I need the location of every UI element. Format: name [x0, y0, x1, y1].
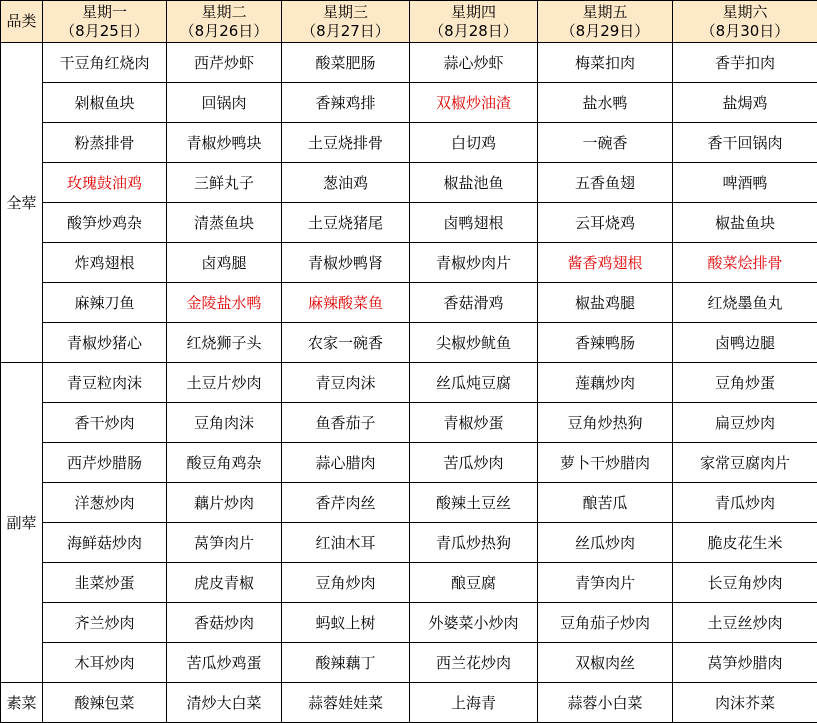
dish-cell: 西芹炒腊肠	[43, 443, 167, 483]
dish-cell: 红烧墨鱼丸	[673, 283, 817, 323]
dish-cell: 清蒸鱼块	[167, 203, 282, 243]
dish-cell: 双椒肉丝	[538, 643, 673, 683]
category-cell: 素菜	[1, 683, 43, 723]
dish-cell: 双椒炒油渣	[410, 83, 538, 123]
day-name: 星期三	[282, 3, 409, 22]
dish-cell: 青瓜炒肉	[673, 483, 817, 523]
table-row	[1, 43, 817, 83]
day-header	[282, 1, 410, 43]
dish-cell: 上海青	[410, 683, 538, 723]
dish-cell: 干豆角红烧肉	[43, 43, 167, 83]
dish-cell: 酸辣藕丁	[282, 643, 410, 683]
dish-cell: 鱼香茄子	[282, 403, 410, 443]
dish-cell: 香辣鸡排	[282, 83, 410, 123]
header-row	[1, 1, 817, 43]
table-row	[1, 563, 817, 603]
dish-cell: 蒜蓉娃娃菜	[282, 683, 410, 723]
dish-cell: 椒盐池鱼	[410, 163, 538, 203]
dish-cell: 麻辣刀鱼	[43, 283, 167, 323]
dish-cell: 虎皮青椒	[167, 563, 282, 603]
table-row	[1, 603, 817, 643]
table-row	[1, 523, 817, 563]
table-row	[1, 403, 817, 443]
dish-cell: 红烧狮子头	[167, 323, 282, 363]
day-date: （8月29日）	[538, 22, 672, 41]
dish-cell: 梅菜扣肉	[538, 43, 673, 83]
dish-cell: 蒜心炒虾	[410, 43, 538, 83]
dish-cell: 脆皮花生米	[673, 523, 817, 563]
dish-cell: 炸鸡翅根	[43, 243, 167, 283]
dish-cell: 青椒炒鸭块	[167, 123, 282, 163]
day-date: （8月26日）	[167, 22, 281, 41]
dish-cell: 清炒大白菜	[167, 683, 282, 723]
dish-cell: 豆角肉沫	[167, 403, 282, 443]
dish-cell: 香干回锅肉	[673, 123, 817, 163]
table-row	[1, 283, 817, 323]
dish-cell: 莴笋肉片	[167, 523, 282, 563]
day-name: 星期五	[538, 3, 672, 22]
dish-cell: 酿苦瓜	[538, 483, 673, 523]
dish-cell: 香菇炒肉	[167, 603, 282, 643]
dish-cell: 白切鸡	[410, 123, 538, 163]
dish-cell: 西兰花炒肉	[410, 643, 538, 683]
dish-cell: 韭菜炒蛋	[43, 563, 167, 603]
table-row	[1, 643, 817, 683]
dish-cell: 土豆烧猪尾	[282, 203, 410, 243]
dish-cell: 肉沫芥菜	[673, 683, 817, 723]
dish-cell: 一碗香	[538, 123, 673, 163]
dish-cell: 豆角茄子炒肉	[538, 603, 673, 643]
dish-cell: 丝瓜炒肉	[538, 523, 673, 563]
dish-cell: 木耳炒肉	[43, 643, 167, 683]
day-name: 星期四	[410, 3, 537, 22]
dish-cell: 丝瓜炖豆腐	[410, 363, 538, 403]
dish-cell: 玫瑰鼓油鸡	[43, 163, 167, 203]
dish-cell: 酸菜肥肠	[282, 43, 410, 83]
table-row	[1, 163, 817, 203]
dish-cell: 香芋扣肉	[673, 43, 817, 83]
dish-cell: 蒜蓉小白菜	[538, 683, 673, 723]
dish-cell: 酸辣土豆丝	[410, 483, 538, 523]
dish-cell: 青豆肉沫	[282, 363, 410, 403]
dish-cell: 红油木耳	[282, 523, 410, 563]
dish-cell: 金陵盐水鸭	[167, 283, 282, 323]
day-header	[538, 1, 673, 43]
dish-cell: 土豆烧排骨	[282, 123, 410, 163]
day-name: 星期二	[167, 3, 281, 22]
dish-cell: 土豆丝炒肉	[673, 603, 817, 643]
dish-cell: 酸辣包菜	[43, 683, 167, 723]
dish-cell: 尖椒炒鱿鱼	[410, 323, 538, 363]
day-header	[167, 1, 282, 43]
dish-cell: 青瓜炒热狗	[410, 523, 538, 563]
dish-cell: 苦瓜炒肉	[410, 443, 538, 483]
dish-cell: 卤鸭边腿	[673, 323, 817, 363]
dish-cell: 豆角炒肉	[282, 563, 410, 603]
table-row	[1, 323, 817, 363]
day-header	[410, 1, 538, 43]
dish-cell: 莲藕炒肉	[538, 363, 673, 403]
dish-cell: 卤鸭翅根	[410, 203, 538, 243]
dish-cell: 椒盐鸡腿	[538, 283, 673, 323]
dish-cell: 扁豆炒肉	[673, 403, 817, 443]
category-header: 品类	[1, 1, 43, 43]
dish-cell: 酸笋炒鸡杂	[43, 203, 167, 243]
dish-cell: 盐焗鸡	[673, 83, 817, 123]
category-cell: 全荤	[1, 43, 43, 363]
dish-cell: 长豆角炒肉	[673, 563, 817, 603]
table-row	[1, 123, 817, 163]
table-row	[1, 443, 817, 483]
dish-cell: 椒盐鱼块	[673, 203, 817, 243]
dish-cell: 葱油鸡	[282, 163, 410, 203]
table-row	[1, 683, 817, 723]
dish-cell: 云耳烧鸡	[538, 203, 673, 243]
dish-cell: 豆角炒蛋	[673, 363, 817, 403]
table-row	[1, 483, 817, 523]
dish-cell: 酱香鸡翅根	[538, 243, 673, 283]
dish-cell: 洋葱炒肉	[43, 483, 167, 523]
dish-cell: 香芹肉丝	[282, 483, 410, 523]
dish-cell: 家常豆腐肉片	[673, 443, 817, 483]
dish-cell: 盐水鸭	[538, 83, 673, 123]
dish-cell: 啤酒鸭	[673, 163, 817, 203]
day-name: 星期六	[673, 3, 817, 22]
dish-cell: 齐兰炒肉	[43, 603, 167, 643]
dish-cell: 剁椒鱼块	[43, 83, 167, 123]
dish-cell: 五香鱼翅	[538, 163, 673, 203]
dish-cell: 青笋肉片	[538, 563, 673, 603]
dish-cell: 麻辣酸菜鱼	[282, 283, 410, 323]
dish-cell: 土豆片炒肉	[167, 363, 282, 403]
dish-cell: 外婆菜小炒肉	[410, 603, 538, 643]
dish-cell: 萝卜干炒腊肉	[538, 443, 673, 483]
dish-cell: 香干炒肉	[43, 403, 167, 443]
dish-cell: 酸菜烩排骨	[673, 243, 817, 283]
dish-cell: 海鲜菇炒肉	[43, 523, 167, 563]
dish-cell: 西芹炒虾	[167, 43, 282, 83]
dish-cell: 青豆粒肉沫	[43, 363, 167, 403]
table-row	[1, 203, 817, 243]
dish-cell: 酸豆角鸡杂	[167, 443, 282, 483]
dish-cell: 青椒炒猪心	[43, 323, 167, 363]
day-name: 星期一	[43, 3, 166, 22]
dish-cell: 青椒炒蛋	[410, 403, 538, 443]
dish-cell: 蒜心腊肉	[282, 443, 410, 483]
dish-cell: 回锅肉	[167, 83, 282, 123]
dish-cell: 卤鸡腿	[167, 243, 282, 283]
day-header	[43, 1, 167, 43]
day-date: （8月28日）	[410, 22, 537, 41]
dish-cell: 苦瓜炒鸡蛋	[167, 643, 282, 683]
day-date: （8月25日）	[43, 22, 166, 41]
day-date: （8月30日）	[673, 22, 817, 41]
dish-cell: 藕片炒肉	[167, 483, 282, 523]
day-header	[673, 1, 817, 43]
table-row	[1, 363, 817, 403]
dish-cell: 莴笋炒腊肉	[673, 643, 817, 683]
category-cell: 副荤	[1, 363, 43, 683]
dish-cell: 豆角炒热狗	[538, 403, 673, 443]
dish-cell: 农家一碗香	[282, 323, 410, 363]
dish-cell: 粉蒸排骨	[43, 123, 167, 163]
table-row	[1, 243, 817, 283]
table-row	[1, 83, 817, 123]
dish-cell: 香辣鸭肠	[538, 323, 673, 363]
dish-cell: 青椒炒鸭肾	[282, 243, 410, 283]
dish-cell: 蚂蚁上树	[282, 603, 410, 643]
dish-cell: 三鲜丸子	[167, 163, 282, 203]
dish-cell: 香菇滑鸡	[410, 283, 538, 323]
dish-cell: 青椒炒肉片	[410, 243, 538, 283]
dish-cell: 酿豆腐	[410, 563, 538, 603]
day-date: （8月27日）	[282, 22, 409, 41]
